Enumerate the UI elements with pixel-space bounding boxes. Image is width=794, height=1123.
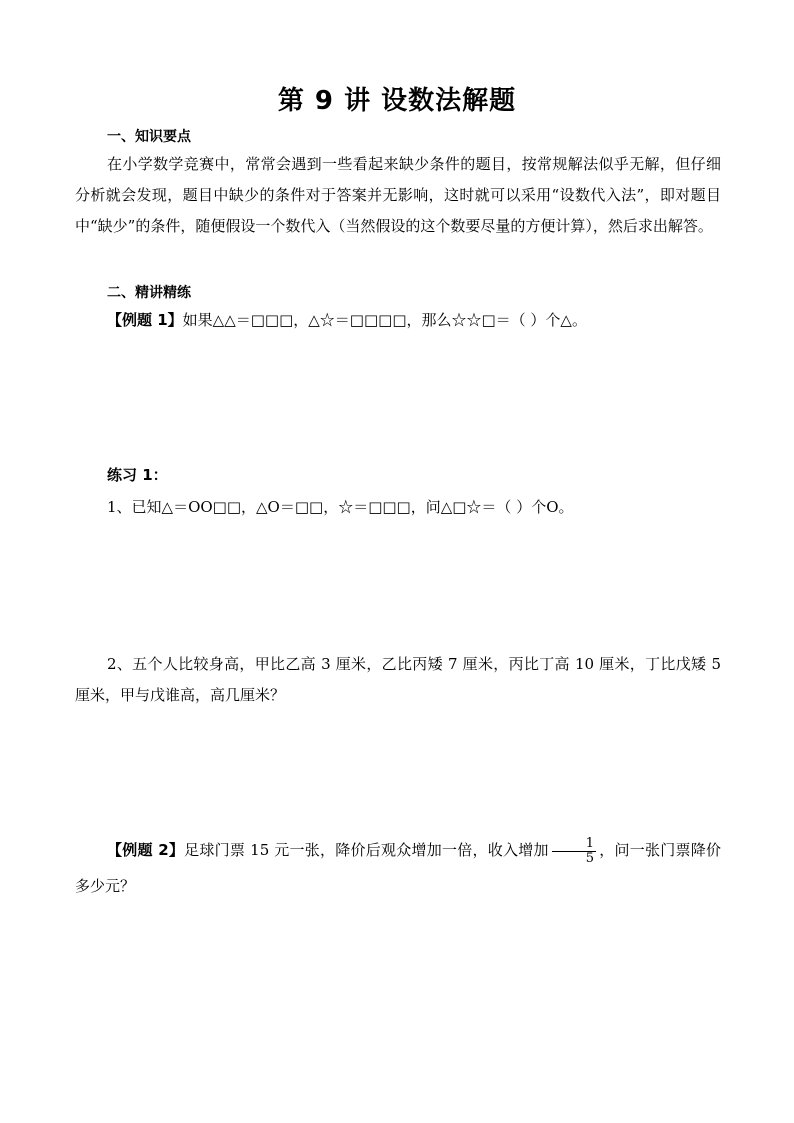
example-1 [107, 305, 753, 336]
example-1-text: 如果△△＝□□□，△☆＝□□□□，那么☆☆□＝（ ）个△。 [182, 311, 587, 329]
fraction-numerator: 1 [552, 837, 596, 852]
example-1-label: 【例题 1】 [107, 311, 183, 329]
practice-1-question-1: 1、已知△＝OO□□，△O＝□□，☆＝□□□，问△□☆＝（ ）个O。 [107, 498, 574, 516]
example-2-text-before: 足球门票 15 元一张，降价后观众增加一倍，收入增加 [184, 841, 549, 859]
knowledge-paragraph: 在小学数学竞赛中，常常会遇到一些看起来缺少条件的题目，按常规解法似乎无解，但仔细分析就会发现，题目中缺少的条件对于答案并无影响，这时就可以采用“设数代入法”，即对题目中“缺少”的条件，随便假设一个数代入（当然假设的这个数要尽量的方便计算），然后求出解答。 [75, 155, 721, 235]
section-heading-practice: 二、精讲精练 [107, 285, 191, 301]
practice-1-label: 练习 1： [107, 466, 168, 484]
section-heading-knowledge: 一、知识要点 [107, 129, 191, 145]
example-2 [75, 832, 721, 904]
practice-1-question-2: 2、五个人比较身高，甲比乙高 3 厘米，乙比丙矮 7 厘米，丙比丁高 10 厘米，丁比戊矮 5 厘米，甲与戊谁高，高几厘米？ [75, 655, 721, 704]
page-title: 第 9 讲 设数法解题 [277, 86, 517, 116]
example-2-text-after: ，问一张门票降价多少元？ [75, 841, 721, 895]
fraction-denominator: 5 [585, 850, 594, 866]
fraction [552, 837, 596, 866]
example-2-label: 【例题 2】 [107, 841, 185, 859]
